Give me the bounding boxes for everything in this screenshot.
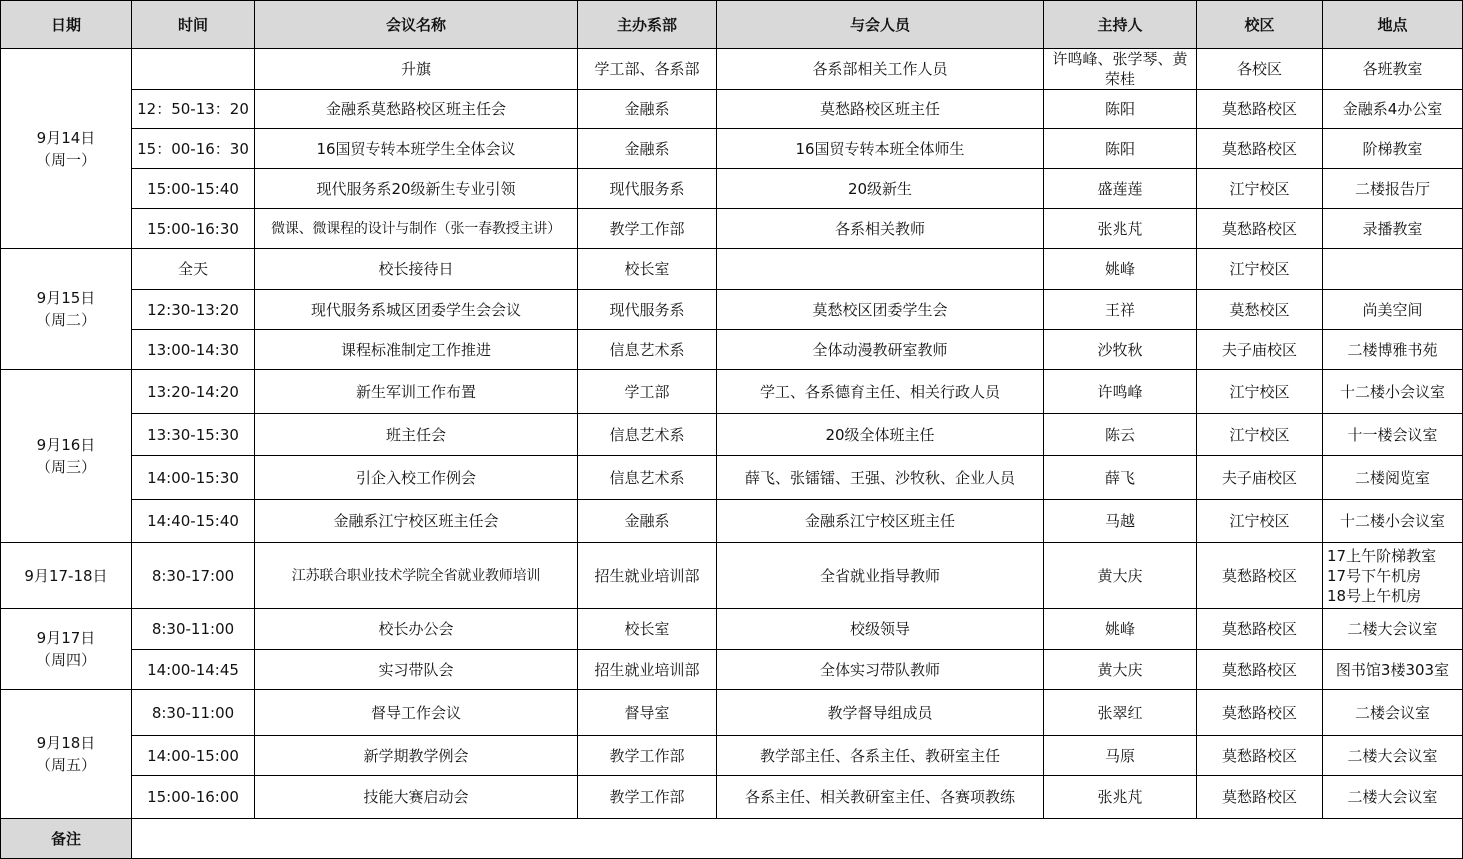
table-row xyxy=(1,650,1463,690)
time-cell: 12：50-13：20 xyxy=(132,90,255,129)
table-row xyxy=(1,609,1463,650)
table-row xyxy=(1,129,1463,169)
date-cell xyxy=(1,49,132,249)
department-cell: 金融系 xyxy=(578,90,717,129)
campus-cell: 江宁校区 xyxy=(1197,500,1323,543)
department-cell: 信息艺术系 xyxy=(578,414,717,456)
time-cell: 全天 xyxy=(132,249,255,290)
location-cell: 二楼大会议室 xyxy=(1323,609,1463,650)
campus-cell: 莫愁路校区 xyxy=(1197,543,1323,609)
time-cell: 15:00-15:40 xyxy=(132,169,255,209)
chair-cell: 薛飞 xyxy=(1044,456,1197,500)
meeting-name-cell: 班主任会 xyxy=(255,414,578,456)
table-row xyxy=(1,330,1463,370)
location-line: 17号下午机房 xyxy=(1327,566,1422,585)
meeting-name-cell: 实习带队会 xyxy=(255,650,578,690)
weekday-text: （周一） xyxy=(35,150,96,169)
table-row xyxy=(1,249,1463,290)
department-cell: 信息艺术系 xyxy=(578,456,717,500)
department-cell: 教学工作部 xyxy=(578,736,717,776)
time-cell: 8:30-17:00 xyxy=(132,543,255,609)
meeting-name-cell: 16国贸专转本班学生全体会议 xyxy=(255,129,578,169)
chair-cell: 陈云 xyxy=(1044,414,1197,456)
time-cell: 13:30-15:30 xyxy=(132,414,255,456)
time-cell: 13:20-14:20 xyxy=(132,370,255,414)
time-cell xyxy=(132,49,255,90)
campus-cell: 莫愁校区 xyxy=(1197,290,1323,330)
meeting-name-cell: 新学期教学例会 xyxy=(255,736,578,776)
location-cell: 各班教室 xyxy=(1323,49,1463,90)
meeting-name-cell: 校长办公会 xyxy=(255,609,578,650)
attendees-cell: 20级全体班主任 xyxy=(717,414,1044,456)
chair-cell: 王祥 xyxy=(1044,290,1197,330)
chair-cell: 马越 xyxy=(1044,500,1197,543)
weekday-text: （周四） xyxy=(35,651,96,669)
attendees-cell: 学工、各系德育主任、相关行政人员 xyxy=(717,370,1044,414)
meeting-name-cell: 现代服务系20级新生专业引领 xyxy=(255,169,578,209)
location-cell: 尚美空间 xyxy=(1323,290,1463,330)
weekday-text: （周五） xyxy=(35,756,96,774)
attendees-cell: 薛飞、张镭镭、王强、沙牧秋、企业人员 xyxy=(717,456,1044,500)
attendees-cell: 全体动漫教研室教师 xyxy=(717,330,1044,370)
campus-cell: 夫子庙校区 xyxy=(1197,330,1323,370)
date-cell xyxy=(1,370,132,543)
chair-cell: 陈阳 xyxy=(1044,90,1197,129)
table-row xyxy=(1,49,1463,90)
department-cell: 校长室 xyxy=(578,609,717,650)
header-location: 地点 xyxy=(1323,1,1463,49)
attendees-cell: 教学督导组成员 xyxy=(717,690,1044,736)
date-cell xyxy=(1,609,132,690)
attendees-cell: 全省就业指导教师 xyxy=(717,543,1044,609)
location-cell: 二楼报告厅 xyxy=(1323,169,1463,209)
date-text: 9月17日 xyxy=(36,629,96,647)
time-cell: 14:40-15:40 xyxy=(132,500,255,543)
table-row xyxy=(1,414,1463,456)
time-cell: 14:00-15:30 xyxy=(132,456,255,500)
notes-row xyxy=(1,819,1463,859)
date-text: 9月15日 xyxy=(36,289,96,307)
date-cell xyxy=(1,690,132,819)
meeting-name-cell: 金融系莫愁路校区班主任会 xyxy=(255,90,578,129)
chair-cell: 黄大庆 xyxy=(1044,650,1197,690)
header-time: 时间 xyxy=(132,1,255,49)
attendees-cell: 教学部主任、各系主任、教研室主任 xyxy=(717,736,1044,776)
campus-cell: 莫愁路校区 xyxy=(1197,129,1323,169)
location-cell: 阶梯教室 xyxy=(1323,129,1463,169)
department-cell: 教学工作部 xyxy=(578,776,717,819)
table-row xyxy=(1,169,1463,209)
meeting-name-cell: 课程标准制定工作推进 xyxy=(255,330,578,370)
location-cell: 金融系4办公室 xyxy=(1323,90,1463,129)
attendees-cell: 全体实习带队教师 xyxy=(717,650,1044,690)
department-cell: 督导室 xyxy=(578,690,717,736)
chair-cell: 张兆芃 xyxy=(1044,209,1197,249)
time-cell: 15：00-16：30 xyxy=(132,129,255,169)
location-line: 17上午阶梯教室 xyxy=(1327,546,1437,565)
campus-cell: 莫愁路校区 xyxy=(1197,690,1323,736)
table-row xyxy=(1,290,1463,330)
campus-cell: 各校区 xyxy=(1197,49,1323,90)
department-cell: 校长室 xyxy=(578,249,717,290)
campus-cell: 夫子庙校区 xyxy=(1197,456,1323,500)
department-cell: 学工部 xyxy=(578,370,717,414)
location-cell: 十二楼小会议室 xyxy=(1323,370,1463,414)
campus-cell: 莫愁路校区 xyxy=(1197,209,1323,249)
location-cell: 十二楼小会议室 xyxy=(1323,500,1463,543)
time-cell: 12:30-13:20 xyxy=(132,290,255,330)
header-meeting-name: 会议名称 xyxy=(255,1,578,49)
attendees-cell: 莫愁路校区班主任 xyxy=(717,90,1044,129)
time-cell: 8:30-11:00 xyxy=(132,609,255,650)
location-cell: 图书馆3楼303室 xyxy=(1323,650,1463,690)
header-row xyxy=(1,1,1463,49)
table-row xyxy=(1,370,1463,414)
table-row xyxy=(1,543,1463,609)
department-cell: 招生就业培训部 xyxy=(578,543,717,609)
date-text: 9月16日 xyxy=(36,436,96,454)
department-cell: 信息艺术系 xyxy=(578,330,717,370)
chair-cell: 盛莲莲 xyxy=(1044,169,1197,209)
time-cell: 15:00-16:00 xyxy=(132,776,255,819)
location-cell: 二楼大会议室 xyxy=(1323,776,1463,819)
time-cell: 14:00-15:00 xyxy=(132,736,255,776)
chair-cell: 马原 xyxy=(1044,736,1197,776)
location-cell: 录播教室 xyxy=(1323,209,1463,249)
table-row xyxy=(1,776,1463,819)
location-cell xyxy=(1323,543,1463,609)
department-cell: 现代服务系 xyxy=(578,290,717,330)
time-cell: 14:00-14:45 xyxy=(132,650,255,690)
attendees-cell: 各系主任、相关教研室主任、各赛项教练 xyxy=(717,776,1044,819)
location-cell xyxy=(1323,249,1463,290)
header-chair: 主持人 xyxy=(1044,1,1197,49)
campus-cell: 莫愁路校区 xyxy=(1197,609,1323,650)
campus-cell: 江宁校区 xyxy=(1197,414,1323,456)
date-cell xyxy=(1,543,132,609)
department-cell: 教学工作部 xyxy=(578,209,717,249)
notes-label: 备注 xyxy=(1,819,132,859)
table-row xyxy=(1,736,1463,776)
meeting-name-cell: 江苏联合职业技术学院全省就业教师培训 xyxy=(255,543,578,609)
table-row xyxy=(1,209,1463,249)
date-cell xyxy=(1,249,132,370)
department-cell: 金融系 xyxy=(578,129,717,169)
meeting-name-cell: 新生军训工作布置 xyxy=(255,370,578,414)
attendees-cell: 莫愁校区团委学生会 xyxy=(717,290,1044,330)
chair-cell: 姚峰 xyxy=(1044,249,1197,290)
time-cell: 13:00-14:30 xyxy=(132,330,255,370)
attendees-cell: 校级领导 xyxy=(717,609,1044,650)
chair-cell: 许鸣峰 xyxy=(1044,370,1197,414)
location-cell: 二楼阅览室 xyxy=(1323,456,1463,500)
campus-cell: 莫愁路校区 xyxy=(1197,776,1323,819)
department-cell: 金融系 xyxy=(578,500,717,543)
meeting-name-cell: 微课、微课程的设计与制作（张一春教授主讲） xyxy=(255,209,578,249)
department-cell: 现代服务系 xyxy=(578,169,717,209)
chair-cell: 姚峰 xyxy=(1044,609,1197,650)
meeting-name-cell: 引企入校工作例会 xyxy=(255,456,578,500)
meeting-name-cell: 督导工作会议 xyxy=(255,690,578,736)
weekday-text: （周三） xyxy=(35,458,96,476)
campus-cell: 江宁校区 xyxy=(1197,370,1323,414)
table-row xyxy=(1,90,1463,129)
attendees-cell: 各系相关教师 xyxy=(717,209,1044,249)
campus-cell: 莫愁路校区 xyxy=(1197,90,1323,129)
chair-cell: 沙牧秋 xyxy=(1044,330,1197,370)
campus-cell: 莫愁路校区 xyxy=(1197,650,1323,690)
location-cell: 二楼会议室 xyxy=(1323,690,1463,736)
chair-cell: 许鸣峰、张学琴、黄荣桂 xyxy=(1044,49,1197,90)
time-cell: 15:00-16:30 xyxy=(132,209,255,249)
campus-cell: 江宁校区 xyxy=(1197,169,1323,209)
date-text: 9月17-18日 xyxy=(24,566,108,585)
department-cell: 学工部、各系部 xyxy=(578,49,717,90)
notes-content xyxy=(132,819,1463,859)
attendees-cell: 金融系江宁校区班主任 xyxy=(717,500,1044,543)
header-attendees: 与会人员 xyxy=(717,1,1044,49)
meeting-name-cell: 现代服务系城区团委学生会会议 xyxy=(255,290,578,330)
chair-cell: 张翠红 xyxy=(1044,690,1197,736)
date-text: 9月14日 xyxy=(36,128,96,147)
weekday-text: （周二） xyxy=(35,311,96,329)
campus-cell: 江宁校区 xyxy=(1197,249,1323,290)
department-cell: 招生就业培训部 xyxy=(578,650,717,690)
attendees-cell xyxy=(717,249,1044,290)
location-cell: 二楼大会议室 xyxy=(1323,736,1463,776)
meeting-name-cell: 技能大赛启动会 xyxy=(255,776,578,819)
header-host-department: 主办系部 xyxy=(578,1,717,49)
table-row xyxy=(1,456,1463,500)
campus-cell: 莫愁路校区 xyxy=(1197,736,1323,776)
table-row xyxy=(1,690,1463,736)
chair-cell: 黄大庆 xyxy=(1044,543,1197,609)
attendees-cell: 20级新生 xyxy=(717,169,1044,209)
location-line: 18号上午机房 xyxy=(1327,586,1422,605)
date-text: 9月18日 xyxy=(36,734,96,752)
chair-cell: 张兆芃 xyxy=(1044,776,1197,819)
header-campus: 校区 xyxy=(1197,1,1323,49)
chair-cell: 陈阳 xyxy=(1044,129,1197,169)
location-cell: 十一楼会议室 xyxy=(1323,414,1463,456)
attendees-cell: 各系部相关工作人员 xyxy=(717,49,1044,90)
location-cell: 二楼博雅书苑 xyxy=(1323,330,1463,370)
header-date: 日期 xyxy=(1,1,132,49)
table-row xyxy=(1,500,1463,543)
time-cell: 8:30-11:00 xyxy=(132,690,255,736)
attendees-cell: 16国贸专转本班全体师生 xyxy=(717,129,1044,169)
meeting-name-cell: 升旗 xyxy=(255,49,578,90)
meeting-name-cell: 校长接待日 xyxy=(255,249,578,290)
meeting-name-cell: 金融系江宁校区班主任会 xyxy=(255,500,578,543)
